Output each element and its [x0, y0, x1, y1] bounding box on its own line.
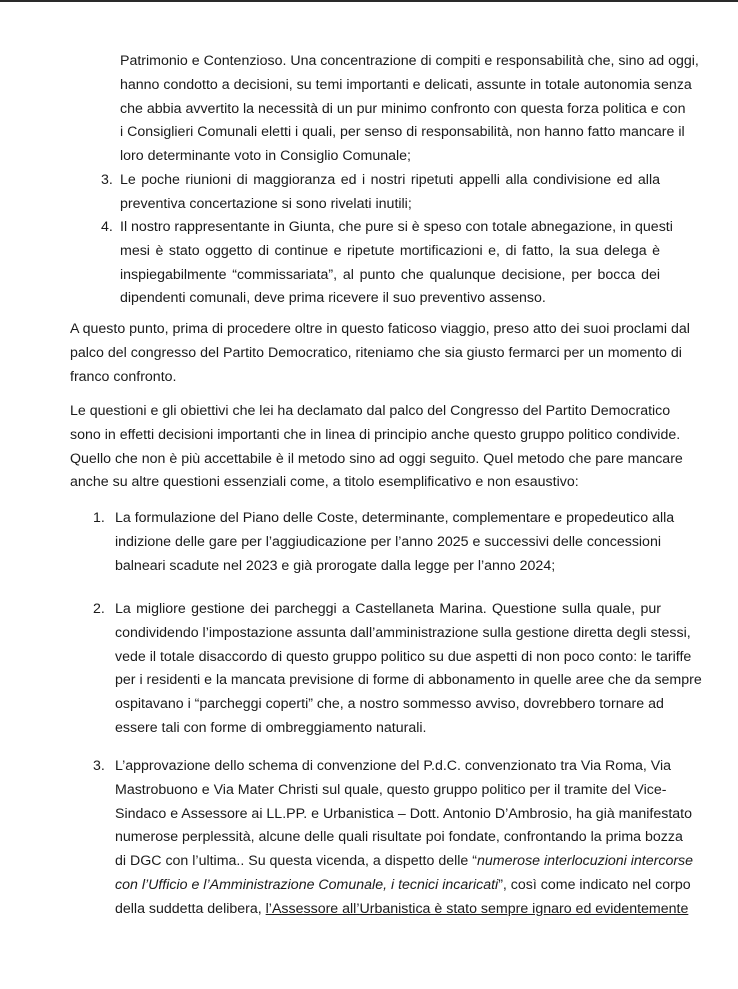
list-number: 3. — [93, 758, 105, 774]
text-line: preventiva concertazione si sono rivelati inutili; — [120, 195, 412, 212]
text-run: di DGC con l’ultima.. Su questa vicenda, a dispetto delle “ — [115, 853, 477, 870]
text-line: sono in effetti decisioni importanti che in linea di principio anche questo gruppo politico condivide. — [70, 426, 681, 443]
text-line: dipendenti comunali, deve prima ricevere il suo preventivo assenso. — [120, 290, 546, 307]
text-line: La migliore gestione dei parcheggi a Castellaneta Marina. Questione sulla quale, pur — [115, 601, 661, 617]
text-line: numerose perplessità, alcune delle quali risultate poi fondate, confrontando la prima bozza — [115, 829, 683, 846]
text-line: Mastrobuono e Via Mater Christi sul quale, questo gruppo politico per il tramite del Vice- — [115, 781, 667, 798]
sub-list-item-2 — [115, 598, 702, 741]
paragraph — [70, 318, 690, 389]
text-line: Il nostro rappresentante in Giunta, che pure si è speso con totale abnegazione, in questi — [120, 219, 673, 235]
text-line: Le questioni e gli obiettivi che lei ha declamato dal palco del Congresso del Partito Democratico — [70, 403, 671, 419]
text-line — [115, 850, 694, 874]
text-line: vede il totale disaccordo di questo gruppo politico su due aspetti di non poco conto: le tariffe — [115, 648, 692, 665]
text-line: Quello che non è più accettabile è il metodo sino ad oggi seguito. Quel metodo che pare mancare — [70, 450, 683, 467]
sub-list-item-1 — [115, 507, 675, 578]
text-line: La formulazione del Piano delle Coste, determinante, complementare e propedeutico alla — [115, 510, 675, 526]
text-line: hanno condotto a decisioni, su temi importanti e delicati, assunte in totale autonomia senza — [120, 76, 692, 93]
text-line: ospitavano i “parcheggi coperti” che, a nostro sommesso avviso, dovrebbero tornare ad — [115, 696, 664, 713]
top-border — [0, 0, 738, 2]
text-line: condividendo l’impostazione assunta dall’amministrazione sulla gestione diretta degli stessi, — [115, 624, 691, 641]
text-line: palco del congresso del Partito Democratico, riteniamo che sia giusto fermarci per un momento di — [70, 344, 682, 361]
list-item-3 — [120, 169, 660, 217]
text-line: Sindaco e Assessore ai LL.PP. e Urbanistica – Dott. Antonio D’Ambrosio, ha già manifestato — [115, 805, 693, 822]
text-line: Le poche riunioni di maggioranza ed i nostri ripetuti appelli alla condivisione ed alla — [120, 172, 660, 188]
text-line: franco confronto. — [70, 368, 177, 385]
list-number: 1. — [93, 510, 105, 526]
text-line: indizione delle gare per l’aggiudicazione per l’anno 2025 e successivi delle concessioni — [115, 533, 661, 550]
italic-quote: con l’Ufficio e l’Amministrazione Comunale, i tecnici incaricati — [115, 876, 499, 893]
text-line: Patrimonio e Contenzioso. Una concentrazione di compiti e responsabilità che, sino ad oggi, — [120, 53, 699, 69]
text-line: balneari scadute nel 2023 e già prorogate dalla legge per l’anno 2024; — [115, 557, 556, 574]
text-line — [115, 874, 691, 898]
intro-block — [120, 50, 699, 169]
text-line: per i residenti e la mancata previsione di forme di abbonamento in quelle aree che da sempre — [115, 672, 702, 689]
text-line: mesi è stato oggetto di continue e ripetute mortificazioni e, di fatto, la sua delega è — [120, 242, 660, 259]
list-number: 2. — [93, 601, 105, 617]
text-line — [115, 898, 689, 922]
text-run: ”, così come indicato nel corpo — [498, 876, 691, 893]
text-line: che abbia avvertito la necessità di un pur minimo confronto con questa forza politica e con — [120, 100, 686, 117]
list-item-4 — [120, 216, 673, 311]
list-number: 4. — [101, 219, 113, 235]
paragraph — [70, 400, 683, 495]
text-line: loro determinante voto in Consiglio Comunale; — [120, 148, 412, 165]
text-line: i Consiglieri Comunali eletti i quali, per senso di responsabilità, non hanno fatto mancare il — [120, 124, 685, 141]
text-line: inspiegabilmente “commissariata”, al punto che qualunque decisione, per bocca dei — [120, 266, 660, 283]
text-line: anche su altre questioni essenziali come, a titolo esemplificativo e non esaustivo: — [70, 474, 579, 491]
text-line: A questo punto, prima di procedere oltre in questo faticoso viaggio, preso atto dei suoi proclami dal — [70, 321, 690, 337]
sub-list-item-3 — [115, 755, 694, 922]
italic-quote: numerose interlocuzioni intercorse — [476, 853, 694, 870]
list-number: 3. — [101, 172, 113, 188]
underlined-text: l’Assessore all’Urbanistica è stato sempre ignaro ed evidentemente — [265, 900, 689, 917]
text-run: della suddetta delibera, — [115, 900, 266, 917]
text-line: L’approvazione dello schema di convenzione del P.d.C. convenzionato tra Via Roma, Via — [115, 758, 672, 774]
text-line: essere tali con forme di ombreggiamento naturali. — [115, 719, 427, 736]
